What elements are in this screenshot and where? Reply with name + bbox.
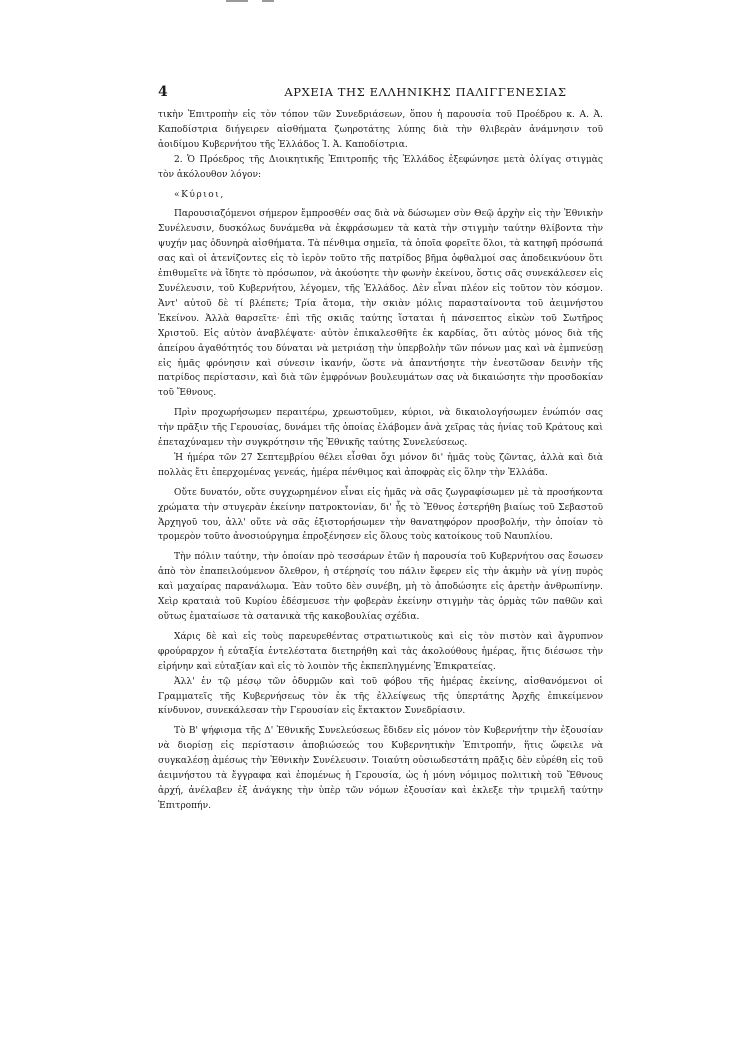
scan-edge-mark — [226, 0, 248, 2]
scan-edge-mark — [262, 0, 274, 2]
paragraph: 2. Ὁ Πρόεδρος τῆς Διοικητικῆς Ἐπιτροπῆς τῆς Ἑλλάδος ἐξεφώνησε μετὰ ὀλίγας στιγμὰς τὸν ἀκόλουθον λόγον: — [158, 154, 603, 180]
speech-salutation: «Κύριοι, — [174, 189, 225, 200]
paragraph: τικὴν Ἐπιτροπὴν εἰς τὸν τόπον τῶν Συνεδριάσεων, ὅπου ἡ παρουσία τοῦ Προέδρου κ. Α. Ἀ. Καποδίστρια διήγειρεν αἰσθήματα ζωηροτάτης λύπης διὰ τὴν θλιβερὰν ἀνάμνησιν τοῦ ἀοιδίμου Κυβερνήτου τῆς Ἑλλάδος Ἰ. Ἀ. Καποδίστρια. — [158, 110, 603, 150]
paragraph: Ἀλλ' ἐν τῷ μέσῳ τῶν ὀδυρμῶν καὶ τοῦ φόβου τῆς ἡμέρας ἐκείνης, αἰσθανόμενοι οἱ Γραμματεῖς τῆς Κυβερνήσεως τὸν ἐκ τῆς ἐλλείψεως τῆς ὑπερτάτης Ἀρχῆς ἐπικείμενον κίνδυνον, συνεκάλεσαν τὴν Γερουσίαν εἰς ἔκτακτον Συνεδρίασιν. — [158, 676, 603, 717]
paragraph: Τὸ Β' ψήφισμα τῆς Δ' Ἐθνικῆς Συνελεύσεως ἔδιδεν εἰς μόνον τὸν Κυβερνήτην τὴν ἐξουσίαν νὰ διορίσῃ εἰς περίστασιν ἀποβιώσεώς του Κυβερνητικὴν Ἐπιτροπήν, ἥτις ὤφειλε νὰ συγκαλέσῃ ἀμέσως τὴν Ἐθνικὴν Συνέλευσιν. Τοιαύτη οὐσιωδεστάτη πρᾶξις δὲν εὑρέθη εἰς τοῦ ἀειμνήστου τὰ ἔγγραφα καὶ ἐπομένως ἡ Γερουσία, ὡς ἡ μόνη νόμιμος πολιτικὴ τοῦ Ἔθνους ἀρχή, ἀνέλαβεν ἐξ ἀνάγκης τὴν ὑπὲρ τῶν νόμων ἐξουσίαν καὶ ἐκλεξε τὴν τριμελῆ ταύτην Ἐπιτροπήν. — [158, 726, 603, 811]
paragraph: Ἡ ἡμέρα τῶν 27 Σεπτεμβρίου θέλει εἶσθαι ὄχι μόνον δι' ἡμᾶς τοὺς ζῶντας, ἀλλὰ καὶ διὰ πολλὰς ἔτι ἐπερχομένας γενεάς, ἡμέρα πένθιμος καὶ ἀποφρὰς εἰς ὅλην τὴν Ἑλλάδα. — [158, 452, 603, 478]
body-text — [158, 108, 603, 814]
paragraph: Πρὶν προχωρήσωμεν περαιτέρω, χρεωστοῦμεν, κύριοι, νὰ δικαιολογήσωμεν ἐνώπιόν σας τὴν πρᾶξιν τῆς Γερουσίας, δυνάμει τῆς ὁποίας ἐλάβομεν ἀνὰ χεῖρας τὰς ἡνίας τοῦ Κράτους καὶ ἐπεταχύναμεν τὴν συγκρότησιν τῆς Ἐθνικῆς ταύτης Συνελεύσεως. — [158, 408, 603, 449]
page-header — [158, 84, 603, 108]
page-number: 4 — [158, 84, 168, 100]
paragraph: Παρουσιαζόμενοι σήμερον ἔμπροσθέν σας διὰ νὰ δώσωμεν σὺν Θεῷ ἀρχὴν εἰς τὴν Ἐθνικὴν Συνέλευσιν, δυσκόλως δυνάμεθα νὰ ἐκφράσωμεν τὰ κατὰ τὴν στιγμὴν ταύτην θλίβοντα τὴν ψυχήν μας ὀδυνηρὰ αἰσθήματα. Τὰ πένθιμα σημεῖα, τὰ ὁποῖα φορεῖτε ὅλοι, τὰ κατηφῆ πρόσωπά σας καὶ οἱ ἀτενίζοντες εἰς τὸ ἱερὸν τοῦτο τῆς πατρίδος βῆμα ὀφθαλμοί σας ἀποδεικνύουν ὅτι ἐπιθυμεῖτε νὰ ἴδητε τὸ πρόσωπον, νὰ ἀκούσητε τὴν φωνὴν ἐκείνου, ὅστις σᾶς συνεκάλεσεν εἰς Συνέλευσιν, τοῦ Κυβερνήτου, λέγομεν, τῆς Ἑλλάδος. Δὲν εἶναι πλέον εἰς τοῦτον τὸν κόσμον. Ἀντ' αὐτοῦ δὲ τί βλέπετε; Τρία ἄτομα, τὴν σκιὰν μόλις παρασταίνοντα τοῦ ἀειμνήστου Ἐκείνου. Ἀλλὰ θαρσεῖτε· ἐπὶ τῆς σκιᾶς ταύτης ἵσταται ἡ πάνσεπτος εἰκὼν τοῦ Σωτῆρος Χριστοῦ. Εἰς αὐτὸν ἀναβλέψατε· αὐτὸν ἐπικαλεσθῆτε ἐκ καρδίας, ὅτι αὐτὸς μόνος διὰ τῆς ἀπείρου ἀγαθότητός του δύναται νὰ μετριάσῃ τὴν ὑπερβολὴν τῶν πόνων μας καὶ νὰ ἐμπνεύσῃ εἰς ἡμᾶς φρόνησιν καὶ σύνεσιν ἱκανήν, ὥστε νὰ ἀπαντήσητε τὴν ἐνεστῶσαν δεινὴν τῆς πατρίδος περίστασιν, καὶ διὰ τῶν ἐμφρόνων βουλευμάτων σας νὰ δικαιώσητε τὴν προσδοκίαν τοῦ Ἔθνους. — [158, 209, 603, 399]
paragraph: Χάρις δὲ καὶ εἰς τοὺς παρευρεθέντας στρατιωτικοὺς καὶ εἰς τὸν πιστὸν καὶ ἄγρυπνον φρούραρχον ἡ εὐταξία ἐντελέστατα διετηρήθη καὶ τὰς ἀκολούθους ἡμέρας, ἥτις διέσωσε τὴν εἰρήνην καὶ εὐταξίαν καὶ εἰς τὸ λοιπὸν τῆς ἐκπεπληγμένης Ἐπικρατείας. — [158, 631, 603, 672]
paragraph: Οὔτε δυνατόν, οὔτε συγχωρημένον εἶναι εἰς ἡμᾶς νὰ σᾶς ζωγραφίσωμεν μὲ τὰ προσήκοντα χρώματα τὴν στυγερὰν ἐκείνην πατροκτονίαν, δι' ἧς τὸ Ἔθνος ἐστερήθη βιαίως τοῦ Σεβαστοῦ Ἀρχηγοῦ του, ἀλλ' οὔτε νὰ σᾶς ἐξιστορήσωμεν τὴν θανατηφόρον προσβολήν, τὴν ὁποίαν τὸ τρομερὸν τοῦτο ἀνοσιούργημα ἐπροξένησεν εἰς ὅλους τοὺς κατοίκους τοῦ Ναυπλίου. — [158, 487, 603, 543]
paragraph: Τὴν πόλιν ταύτην, τὴν ὁποίαν πρὸ τεσσάρων ἐτῶν ἡ παρουσία τοῦ Κυβερνήτου σας ἔσωσεν ἀπὸ τὸν ἐπαπειλούμενον ὄλεθρον, ἡ στέρησίς του πάλιν ἔφερεν εἰς τὴν ἀκμὴν νὰ γίνῃ πυρὸς καὶ μαχαίρας παρανάλωμα. Ἐὰν τοῦτο δὲν συνέβη, μὴ τὸ ἀποδώσητε εἰς ἀρετὴν ἀνθρωπίνην. Χεὶρ κραταιὰ τοῦ Κυρίου ἐδέσμευσε τὴν φοβερὰν ἐκείνην στιγμὴν τὰς ὁρμὰς τῶν παθῶν καὶ οὕτως ἐματαίωσε τὰ σατανικὰ τῆς κακοβουλίας σχέδια. — [158, 552, 603, 622]
running-title: ΑΡΧΕΙΑ ΤΗΣ ΕΛΛΗΝΙΚΗΣ ΠΑΛΙΓΓΕΝΕΣΙΑΣ — [284, 85, 567, 99]
document-page — [158, 84, 603, 814]
